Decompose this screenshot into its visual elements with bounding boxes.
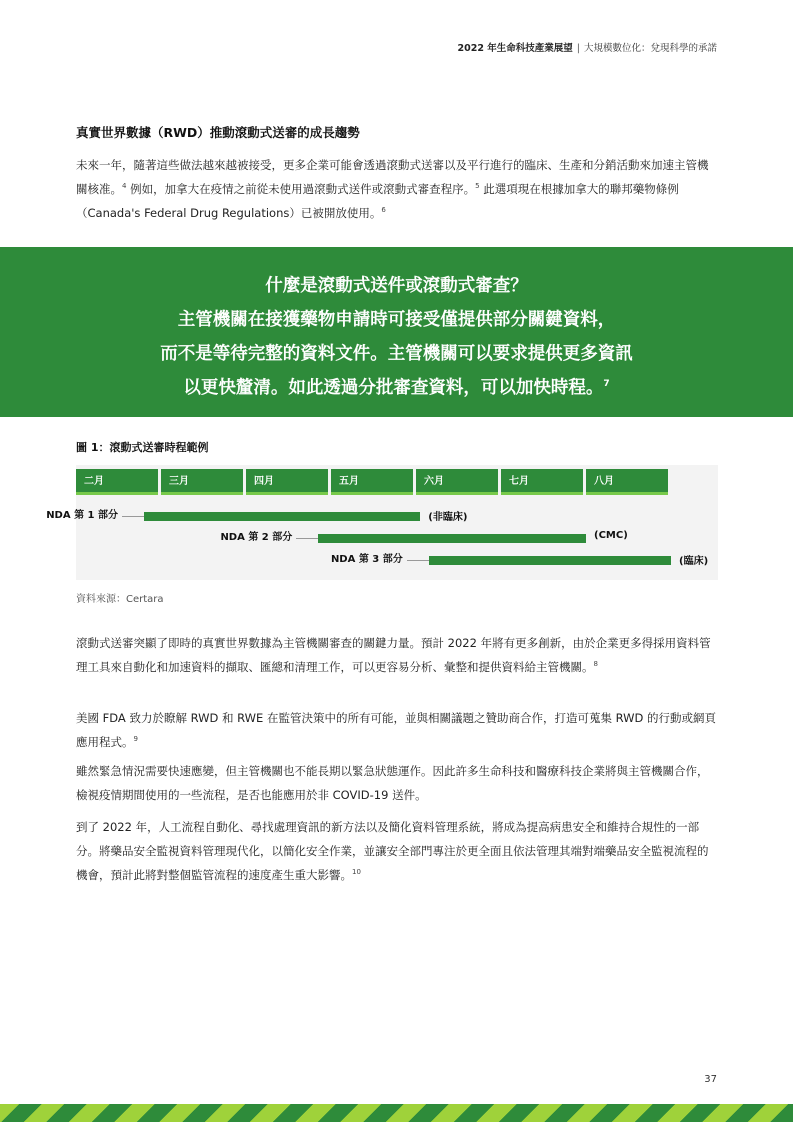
- footnote-ref-4[interactable]: 4: [122, 182, 127, 191]
- intro-text-1: 未來一年，隨著這些做法越來越被接受，更多企業可能會透過滾動式送審以及平行進行的臨床、生產和分銷活動來加速主管機關核准。: [76, 158, 709, 196]
- nda-phase-tag: (臨床): [679, 556, 709, 567]
- running-header: [458, 40, 717, 54]
- footer-stripe: [0, 1104, 793, 1122]
- footnote-ref-8[interactable]: 8: [593, 660, 598, 669]
- month-label: 七月: [501, 469, 583, 495]
- report-subtitle: 大規模數位化：兌現科學的承諾: [583, 43, 717, 54]
- month-label: 五月: [331, 469, 413, 495]
- paragraph-2022-text: 到了 2022 年，人工流程自動化、尋找處理資訊的新方法以及簡化資料管理系統，將成為提高病患安全和維持合規性的一部分。將藥品安全監視資料管理現代化，以簡化安全作業，並讓安全部門專注於更全面且依法管理其端對端藥品安全監視流程的機會，預計此將對整個監管流程的速度產生重大影響。: [76, 820, 709, 882]
- footnote-ref-10[interactable]: 10: [352, 868, 361, 877]
- figure-title: 圖 1：滾動式送審時程範例: [76, 441, 209, 454]
- paragraph-fda-text: 美國 FDA 致力於瞭解 RWD 和 RWE 在監管決策中的所有可能，並與相關議題之贊助商合作，打造可蒐集 RWD 的行動或網頁應用程式。: [76, 711, 717, 749]
- paragraph-rwd-text: 滾動式送審突顯了即時的真實世界數據為主管機關審查的關鍵力量。預計 2022 年將有更多創新，由於企業更多得採用資料管理工具來自動化和加速資料的擷取、匯總和清理工作，可以更容易分析、彙整和提供資料給主管機關。: [76, 636, 711, 674]
- header-separator: |: [576, 43, 580, 54]
- gantt-chart: [46, 465, 718, 580]
- paragraph-fda: [76, 706, 718, 754]
- banner-question: 什麼是滾動式送件或滾動式審查？: [265, 276, 528, 296]
- banner-line-2: 主管機關在接獲藥物申請時可接受僅提供部分關鍵資料，: [177, 310, 616, 330]
- month-label: 四月: [246, 469, 328, 495]
- month-label: 二月: [76, 469, 158, 495]
- footnote-ref-5[interactable]: 5: [475, 182, 480, 191]
- footnote-ref-9[interactable]: 9: [133, 735, 138, 744]
- page-number: 37: [704, 1074, 717, 1085]
- banner-line-3: 而不是等待完整的資料文件。主管機關可以要求提供更多資訊: [160, 344, 633, 364]
- nda-task-label: NDA 第 2 部分: [220, 532, 293, 543]
- section-title: 真實世界數據（RWD）推動滾動式送審的成長趨勢: [76, 125, 360, 140]
- nda-duration-bar: [318, 534, 586, 543]
- footnote-ref-7[interactable]: 7: [603, 379, 610, 390]
- report-title: 2022 年生命科技產業展望: [457, 43, 573, 54]
- month-label: 六月: [416, 469, 498, 495]
- nda-duration-bar: [429, 556, 671, 565]
- intro-text-3: 此選項現在根據加拿大的聯邦藥物條例（Canada's Federal Drug Regulations）已被開放使用。: [76, 182, 679, 220]
- nda-duration-bar: [144, 512, 420, 521]
- intro-text-2: 例如，加拿大在疫情之前從未使用過滾動式送件或滾動式審查程序。: [126, 182, 476, 196]
- paragraph-2022: [76, 815, 718, 887]
- callout-banner: [0, 247, 793, 417]
- nda-connector-line: [296, 538, 318, 539]
- nda-phase-tag: (CMC): [594, 530, 628, 541]
- intro-paragraph: [76, 153, 718, 225]
- footnote-ref-6[interactable]: 6: [381, 206, 386, 215]
- nda-connector-line: [407, 560, 429, 561]
- nda-task-label: NDA 第 3 部分: [330, 554, 403, 565]
- nda-connector-line: [122, 516, 144, 517]
- figure-source: 資料來源：Certara: [76, 594, 164, 605]
- nda-task-label: NDA 第 1 部分: [46, 510, 118, 521]
- nda-phase-tag: (非臨床): [428, 512, 468, 523]
- paragraph-emergency-text: 雖然緊急情況需要快速應變，但主管機關也不能長期以緊急狀態運作。因此許多生命科技和醫療科技企業將與主管機關合作，檢視疫情期間使用的一些流程，是否也能應用於非 COVID-19 送件。: [76, 764, 709, 802]
- paragraph-rwd: [76, 631, 718, 679]
- month-header-row: [76, 469, 668, 495]
- banner-line-4: 以更快釐清。如此透過分批審查資料，可以加快時程。$^7$: [183, 378, 610, 398]
- paragraph-emergency: [76, 759, 718, 807]
- month-label: 八月: [586, 469, 668, 495]
- month-label: 三月: [161, 469, 243, 495]
